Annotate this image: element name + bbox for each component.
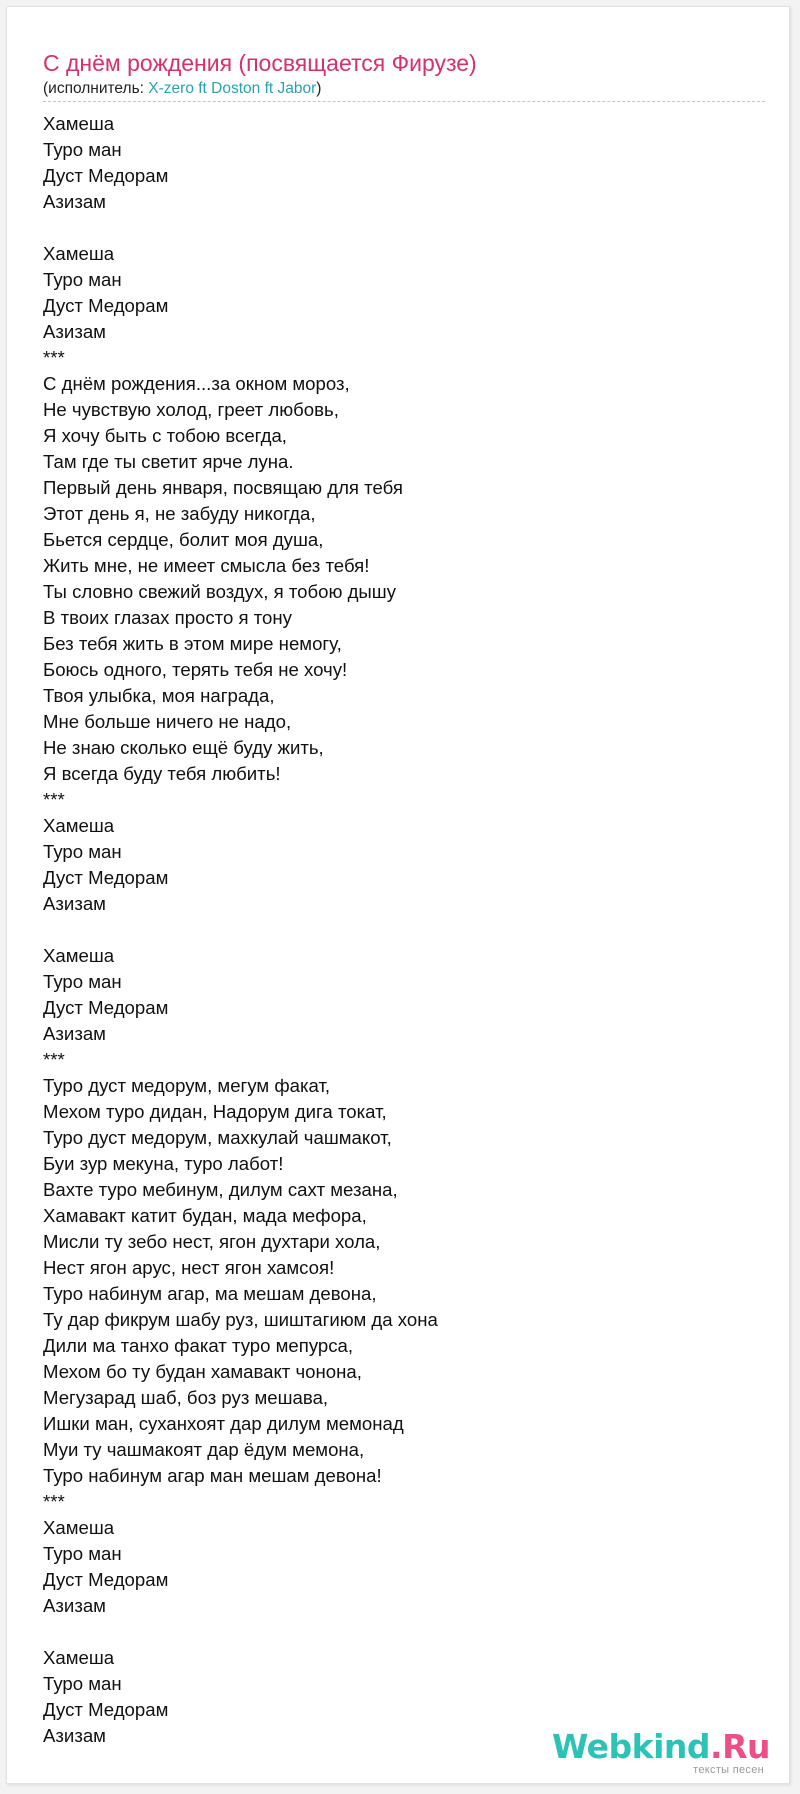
webkind-logo[interactable] (551, 1727, 770, 1781)
lyric-line: Туро набинум агар ман мешам девона! (43, 1465, 382, 1486)
lyric-line: Буи зур мекуна, туро лабот! (43, 1153, 284, 1174)
logo-tagline: тексты песен (693, 1764, 764, 1776)
section-separator: *** (43, 1491, 65, 1512)
artist-prefix: (исполнитель: (43, 80, 149, 97)
lyric-line: Дуст Медорам (43, 1569, 169, 1590)
section-separator: *** (43, 1049, 65, 1070)
song-title: С днём рождения (посвящается Фирузе) (43, 50, 477, 76)
lyric-line: Хамеша (43, 945, 115, 966)
title-divider (43, 101, 765, 102)
section-separator: *** (43, 789, 65, 810)
artist-suffix: ) (316, 80, 322, 97)
lyric-line: Азизам (43, 1725, 106, 1746)
lyric-line: Дуст Медорам (43, 997, 169, 1018)
stanza-gap (43, 1619, 763, 1645)
lyric-line: Хамеша (43, 1517, 115, 1538)
lyric-line: Дили ма танхо факат туро мепурса, (43, 1335, 354, 1356)
lyric-line: Азизам (43, 191, 106, 212)
stanza-gap (43, 215, 763, 241)
lyric-line: Туро дуст медорум, мегум факат, (43, 1075, 331, 1096)
lyric-line: Дуст Медорам (43, 867, 169, 888)
lyric-line: Туро ман (43, 971, 122, 992)
lyric-line: Я хочу быть с тобою всегда, (43, 425, 287, 446)
section-separator: *** (43, 347, 65, 368)
lyrics-page (6, 6, 790, 1784)
logo-tld: .Ru (710, 1727, 770, 1766)
lyric-line: Азизам (43, 1023, 106, 1044)
lyric-line: Вахте туро мебинум, дилум сахт мезана, (43, 1179, 398, 1200)
lyric-line: Бьется сердце, болит моя душа, (43, 529, 324, 550)
lyric-line: Хамеша (43, 243, 115, 264)
lyric-line: Дуст Медорам (43, 295, 169, 316)
lyric-line: Мехом туро дидан, Надорум дига токат, (43, 1101, 387, 1122)
lyric-line: Муи ту чашмакоят дар ёдум мемона, (43, 1439, 365, 1460)
lyric-line: Боюсь одного, терять тебя не хочу! (43, 659, 348, 680)
lyric-line: Ишки ман, суханхоят дар дилум мемонад (43, 1413, 404, 1434)
lyric-line: Не чувствую холод, греет любовь, (43, 399, 339, 420)
lyric-line: Туро дуст медорум, махкулай чашмакот, (43, 1127, 392, 1148)
lyric-line: Туро ман (43, 139, 122, 160)
lyric-line: Жить мне, не имеет смысла без тебя! (43, 555, 370, 576)
lyric-line: Мехом бо ту будан хамавакт чонона, (43, 1361, 362, 1382)
lyric-line: Дуст Медорам (43, 165, 169, 186)
lyric-line: Хамеша (43, 1647, 115, 1668)
lyric-line: Туро ман (43, 841, 122, 862)
lyric-line: Ты словно свежий воздух, я тобою дышу (43, 581, 396, 602)
logo-name: Webkind (551, 1727, 711, 1766)
lyric-line: В твоих глазах просто я тону (43, 607, 292, 628)
lyric-line: Мне больше ничего не надо, (43, 711, 292, 732)
lyric-line: Азизам (43, 321, 106, 342)
logo-wordmark (552, 1727, 770, 1767)
lyric-line: Нест ягон арус, нест ягон хамсоя! (43, 1257, 335, 1278)
artist-line (43, 79, 321, 99)
lyric-line: Твоя улыбка, моя награда, (43, 685, 275, 706)
lyric-line: Азизам (43, 893, 106, 914)
lyric-line: Ту дар фикрум шабу руз, шиштагиюм да хона (43, 1309, 438, 1330)
lyric-line: Туро ман (43, 269, 122, 290)
lyric-line: Первый день января, посвящаю для тебя (43, 477, 403, 498)
stanza-gap (43, 917, 763, 943)
lyrics-body (43, 111, 763, 1749)
lyric-line: Мегузарад шаб, боз руз мешава, (43, 1387, 329, 1408)
lyric-line: Этот день я, не забуду никогда, (43, 503, 316, 524)
lyric-line: Азизам (43, 1595, 106, 1616)
lyric-line: Там где ты светит ярче луна. (43, 451, 294, 472)
lyric-line: Туро ман (43, 1673, 122, 1694)
lyric-line: Мисли ту зебо нест, ягон духтари хола, (43, 1231, 381, 1252)
lyric-line: Не знаю сколько ещё буду жить, (43, 737, 324, 758)
lyric-line: Хамавакт катит будан, мада мефора, (43, 1205, 367, 1226)
lyric-line: Туро набинум агар, ма мешам девона, (43, 1283, 377, 1304)
lyric-line: Без тебя жить в этом мире немогу, (43, 633, 342, 654)
lyric-line: Я всегда буду тебя любить! (43, 763, 281, 784)
lyric-line: Дуст Медорам (43, 1699, 169, 1720)
lyric-line: С днём рождения...за окном мороз, (43, 373, 350, 394)
lyric-line: Хамеша (43, 113, 115, 134)
lyric-line: Туро ман (43, 1543, 122, 1564)
artist-link[interactable]: X-zero ft Doston ft Jabor (148, 80, 317, 97)
lyric-line: Хамеша (43, 815, 115, 836)
